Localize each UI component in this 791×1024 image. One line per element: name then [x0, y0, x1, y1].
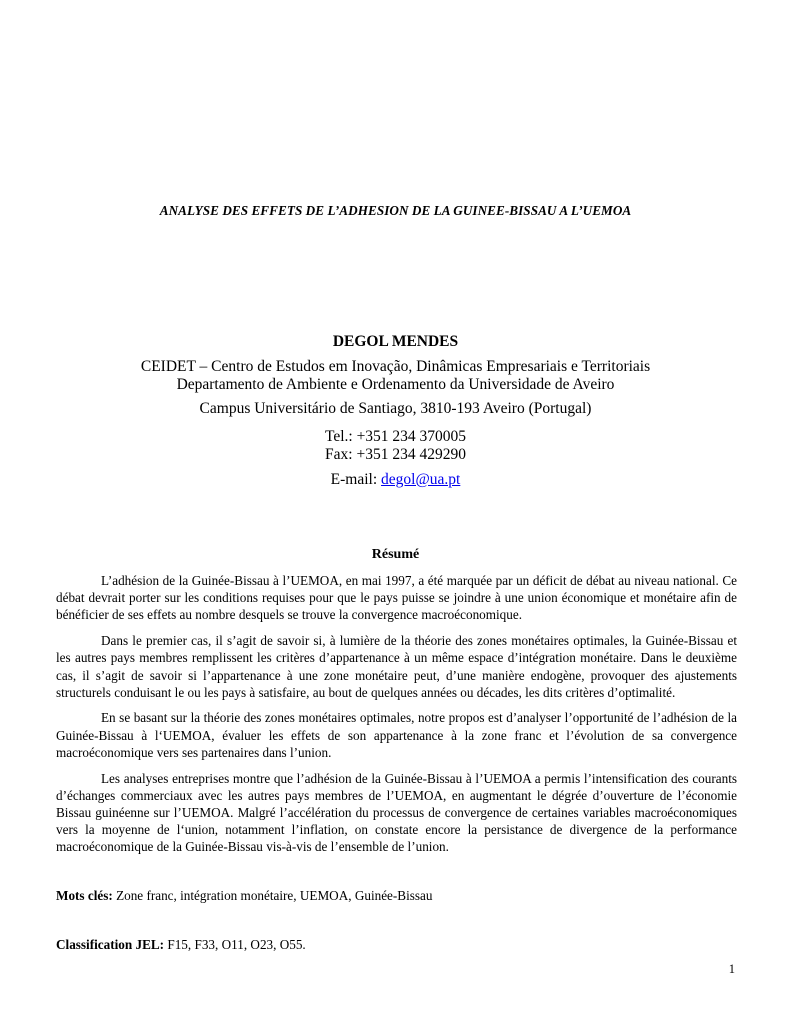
- affiliation-block: [0, 358, 791, 394]
- jel-label: Classification JEL:: [56, 937, 165, 952]
- address-block: [0, 400, 791, 418]
- author-name: DEGOL MENDES: [332, 333, 459, 350]
- address-line: Campus Universitário de Santiago, 3810-193 Aveiro (Portugal): [199, 400, 592, 417]
- abstract-paragraph-1: L’adhésion de la Guinée-Bissau à l’UEMOA, en mai 1997, a été marquée par un déficit de débat au niveau national. Ce débat devrait porter sur les conditions requises pour que le pays puisse se joindre à une union économique et monétaire afin de bénéficier de ses effets au nombre desquels se trouve la convergence macroéconomique.: [56, 573, 737, 623]
- jel-classification-line: [56, 937, 756, 953]
- contact-block: [0, 428, 791, 464]
- affiliation-line-1: CEIDET – Centro de Estudos em Inovação, Dinâmicas Empresariais e Territoriais: [140, 358, 651, 375]
- keywords-text: Zone franc, intégration monétaire, UEMOA, Guinée-Bissau: [112, 888, 433, 903]
- email-link[interactable]: degol@ua.pt: [381, 471, 461, 488]
- abstract-paragraph-2: Dans le premier cas, il s’agit de savoir si, à lumière de la théorie des zones monétaires optimales, la Guinée-Bissau et les autres pays membres remplissent les critères d’appartenance à un même espace d’intégration monétaire. Dans le deuxième cas, il s’agit de savoir si l’appartenance à une zone monétaire peut, d’une manière endogène, provoquer des ajustements structurels conduisant le ou les pays à satisfaire, au bout de quelques années ou décades, les dits critères d’optimalité.: [56, 633, 737, 700]
- email-label: E-mail:: [330, 471, 382, 488]
- page-number: 1: [728, 962, 735, 976]
- keywords-line: [56, 888, 756, 904]
- keywords-label: Mots clés:: [56, 888, 113, 903]
- paper-title: ANALYSE DES EFFETS DE L’ADHESION DE LA GUINEE-BISSAU A L’UEMOA: [159, 203, 632, 218]
- abstract-body: [56, 572, 737, 864]
- abstract-paragraph-4: Les analyses entreprises montre que l’adhésion de la Guinée-Bissau à l’UEMOA a permis l’intensification des courants d’échanges commerciaux avec les autres pays membres de l’UEMOA, en augmentant le dégrée d’ouverture de l’économie Bissau guinéenne sur l’UEMOA. Malgré l’accélération du processus de convergence de certaines variables macroéconomiques vers la moyenne de l‘union, notamment l’inflation, on constate encore la persistance de divergence de la performance macroéconomique de la Guinée-Bissau vis-à-vis de l’ensemble de l’union.: [56, 770, 737, 855]
- jel-codes: F15, F33, O11, O23, O55.: [164, 937, 306, 952]
- fax-line: Fax: +351 234 429290: [325, 446, 466, 463]
- affiliation-line-2: Departamento de Ambiente e Ordenamento da Universidade de Aveiro: [176, 376, 615, 393]
- abstract-heading: Résumé: [371, 547, 420, 562]
- email-block: [0, 471, 791, 489]
- tel-line: Tel.: +351 234 370005: [324, 428, 467, 445]
- abstract-paragraph-3: En se basant sur la théorie des zones monétaires optimales, notre propos est d’analyser l’opportunité de l’adhésion de la Guinée-Bissau à l‘UEMOA, évaluer les effets de son appartenance à la zone franc et l’évolution de sa convergence macroéconomique vers ses partenaires dans l’union.: [56, 710, 737, 760]
